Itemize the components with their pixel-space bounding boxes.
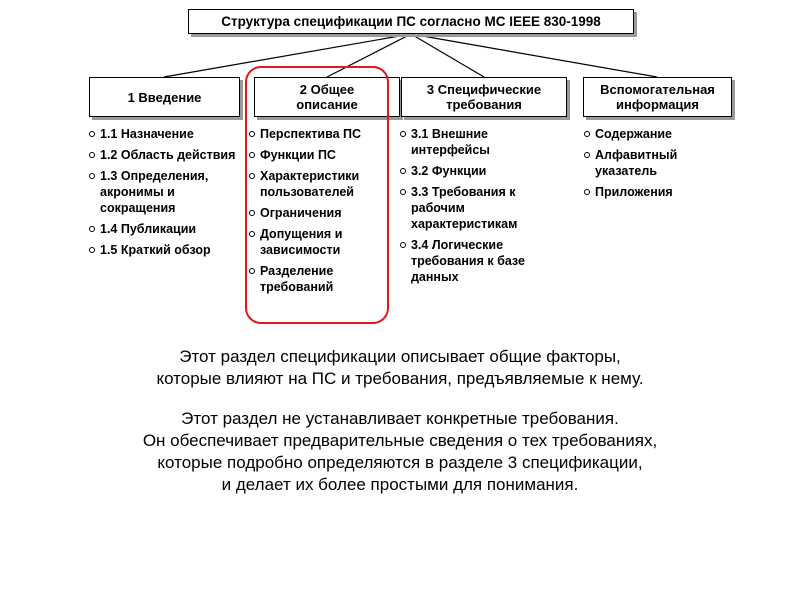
section-heading-line: требования	[446, 97, 522, 112]
section-heading-line: описание	[296, 97, 358, 112]
list-item-text: 1.5 Краткий обзор	[100, 243, 211, 257]
list-item	[89, 168, 239, 216]
diagram-title-box	[188, 9, 634, 34]
description-paragraph-1	[0, 346, 800, 390]
circle-bullet-icon	[89, 247, 95, 253]
section-heading-line: 1 Введение	[127, 89, 202, 105]
list-item-text: 1.1 Назначение	[100, 127, 194, 141]
section-heading-line: Вспомогательная	[600, 82, 715, 97]
list-item-text: Допущения и зависимости	[260, 227, 343, 257]
list-item	[400, 184, 560, 232]
section-box-supporting-information	[583, 77, 732, 117]
list-item-text: 1.3 Определения, акронимы и сокращения	[100, 169, 209, 215]
paragraph-line: и делает их более простыми для понимания.	[221, 475, 579, 494]
paragraph-line: которые влияют на ПС и требования, предъявляемые к нему.	[156, 369, 644, 388]
list-item-text: Характеристики пользователей	[260, 169, 360, 199]
diagram-title: Структура спецификации ПС согласно МС IEEE 830-1998	[221, 14, 601, 29]
circle-bullet-icon	[400, 242, 406, 248]
description-paragraph-2	[0, 408, 800, 496]
section-box-introduction	[89, 77, 240, 117]
circle-bullet-icon	[400, 189, 406, 195]
list-item	[584, 147, 734, 179]
circle-bullet-icon	[89, 152, 95, 158]
highlight-frame	[245, 66, 389, 324]
circle-bullet-icon	[584, 131, 590, 137]
list-item-text: Функции ПС	[260, 148, 336, 162]
list-item-text: 3.1 Внешние интерфейсы	[411, 127, 490, 157]
list-item-text: Ограничения	[260, 206, 342, 220]
circle-bullet-icon	[584, 152, 590, 158]
list-item	[400, 237, 560, 285]
list-item-text: Перспектива ПС	[260, 127, 362, 141]
paragraph-line: Он обеспечивает предварительные сведения о тех требованиях,	[142, 431, 658, 450]
list-item	[584, 184, 734, 200]
circle-bullet-icon	[89, 226, 95, 232]
list-item-text: Приложения	[595, 185, 673, 199]
section-box-specific-requirements	[401, 77, 567, 117]
section-heading	[600, 82, 715, 112]
list-item-text: 3.3 Требования к рабочим характеристикам	[411, 185, 518, 231]
list-item	[89, 242, 239, 258]
list-item-text: Разделение требований	[260, 264, 334, 294]
list-item-text: 1.2 Область действия	[100, 148, 236, 162]
paragraph-line: Этот раздел не устанавливает конкретные требования.	[181, 409, 619, 428]
paragraph-line: которые подробно определяются в разделе 3 спецификации,	[157, 453, 643, 472]
list-item	[89, 126, 239, 142]
list-item	[400, 126, 560, 158]
section-items-specific-requirements	[400, 126, 560, 290]
circle-bullet-icon	[400, 131, 406, 137]
section-heading	[128, 90, 202, 105]
section-heading-line: 2 Общее	[299, 82, 355, 97]
circle-bullet-icon	[89, 131, 95, 137]
section-heading-line: информация	[615, 97, 699, 112]
list-item	[584, 126, 734, 142]
section-items-introduction	[89, 126, 239, 263]
circle-bullet-icon	[584, 189, 590, 195]
list-item	[400, 163, 560, 179]
list-item-text: 3.4 Логические требования к базе данных	[411, 238, 525, 284]
circle-bullet-icon	[400, 168, 406, 174]
list-item	[89, 147, 239, 163]
section-items-supporting-information	[584, 126, 734, 205]
section-heading-line: 3 Специфические	[426, 82, 542, 97]
circle-bullet-icon	[89, 173, 95, 179]
list-item-text: Содержание	[595, 127, 673, 141]
list-item-text: Алфавитный указатель	[595, 148, 678, 178]
list-item	[89, 221, 239, 237]
list-item-text: 1.4 Публикации	[100, 222, 197, 236]
list-item-text: 3.2 Функции	[411, 164, 487, 178]
paragraph-line: Этот раздел спецификации описывает общие факторы,	[179, 347, 621, 366]
section-heading	[427, 82, 541, 112]
